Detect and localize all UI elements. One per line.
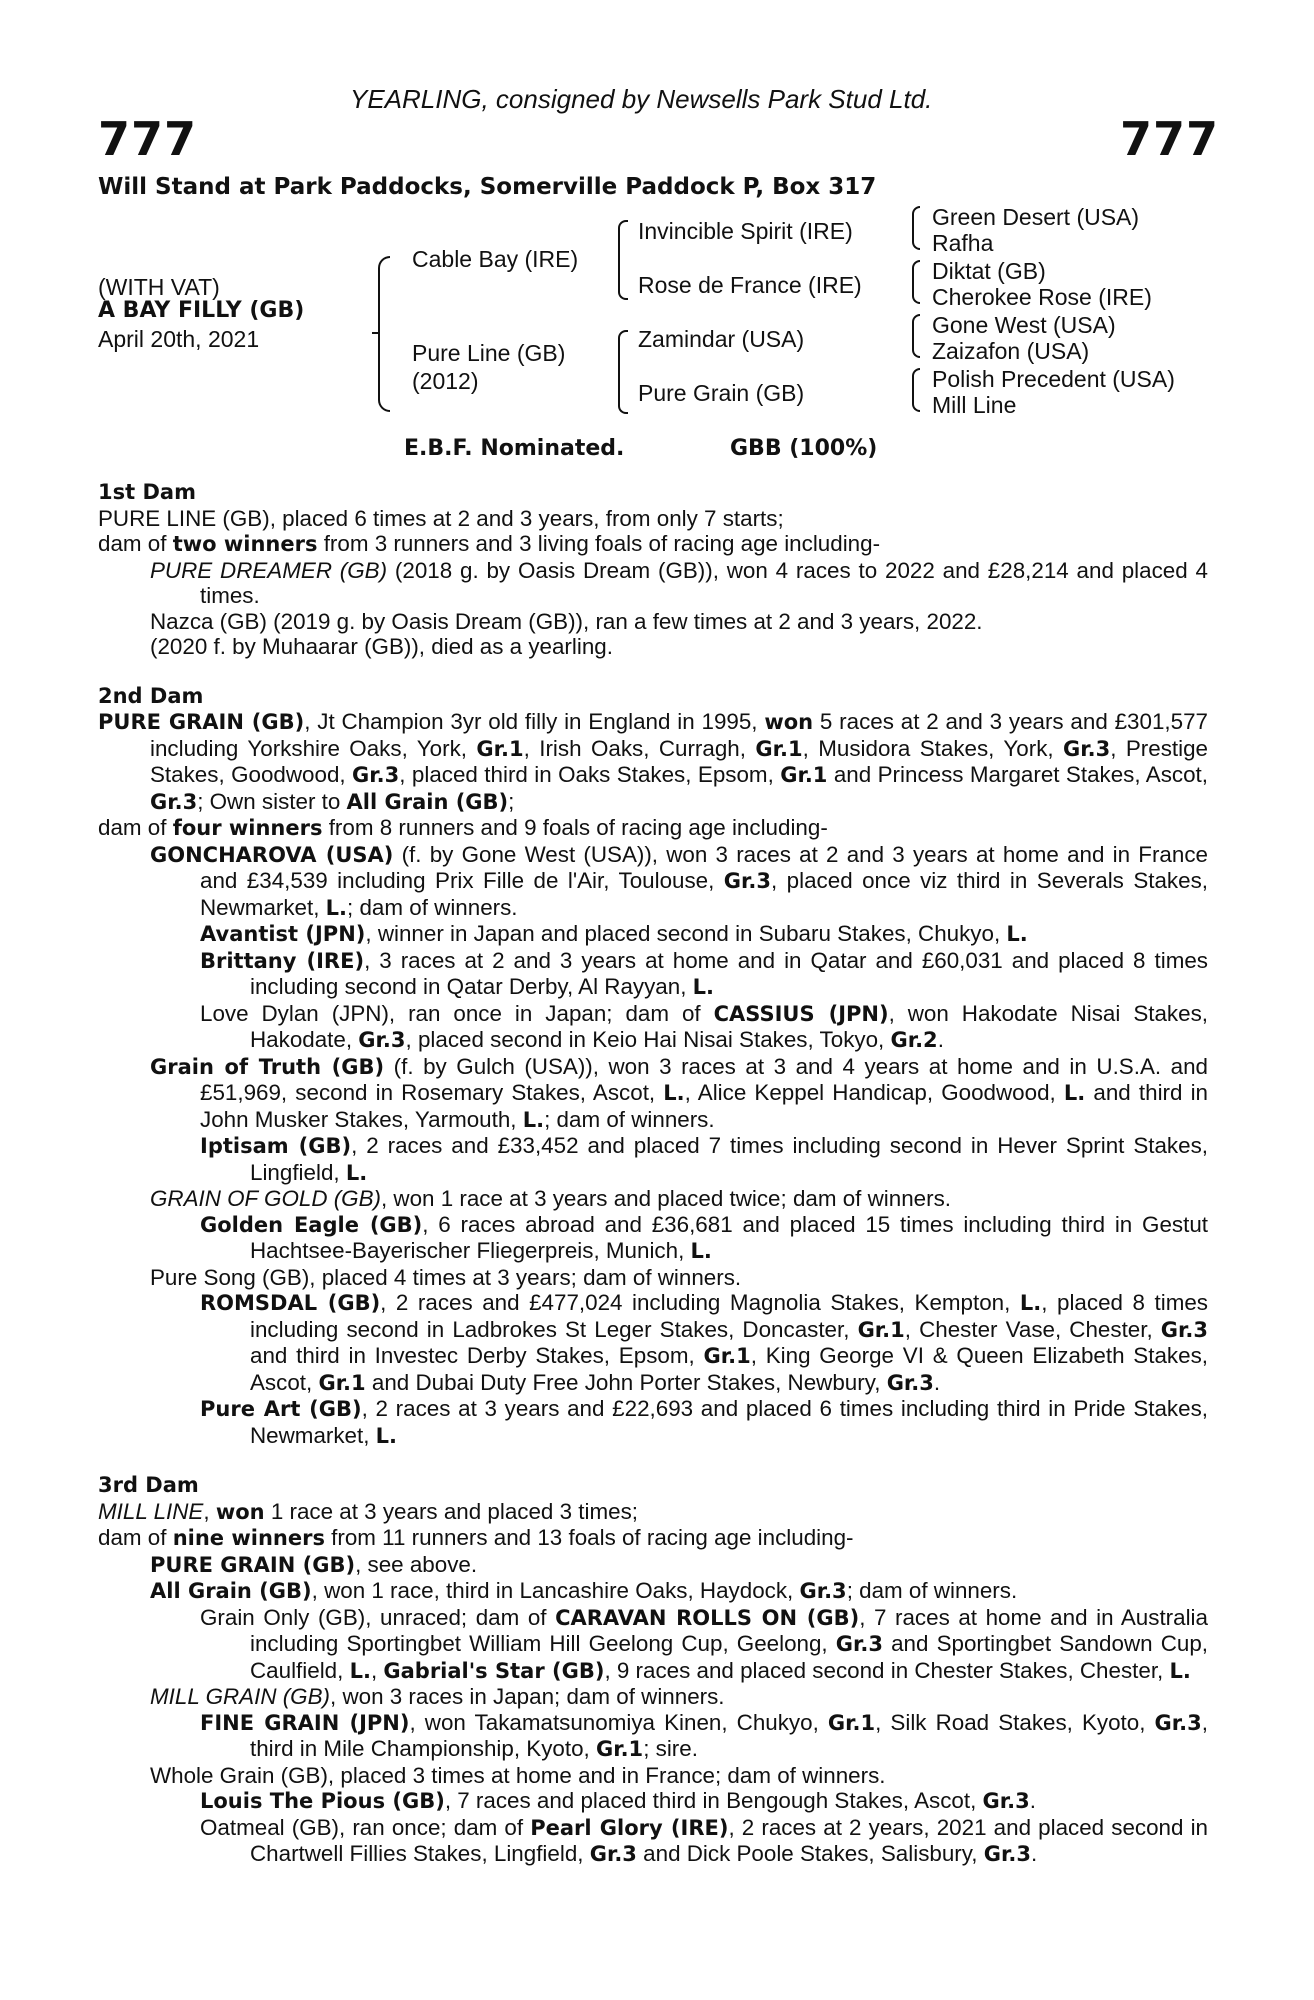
- produce-love-dylan: Love Dylan (JPN), ran once in Japan; dam of CASSIUS (JPN), won Hakodate Nisai Stakes, Hakodate, Gr.3, placed second in Keio Hai Nisai Stakes, Tokyo, Gr.2.: [200, 1000, 1208, 1052]
- pedigree-sire: Cable Bay (IRE): [412, 246, 579, 272]
- produce-grain-of-truth: Grain of Truth (GB) (f. by Gulch (USA)), won 3 races at 3 and 4 years at home and in U.S.A. and £51,969, second in Rosemary Stakes, Ascot, L., Alice Keppel Handicap, Goodwood, L. and third in John Musker Stakes, Yarmouth, L.; dam of winners.: [150, 1053, 1209, 1132]
- third-dam-summary: MILL LINE, won 1 race at 3 years and placed 3 times;: [98, 1498, 638, 1524]
- produce-goncharova: GONCHAROVA (USA) (f. by Gone West (USA)), won 3 races at 2 and 3 years at home and in France and £34,539 including Prix Fille de l'Air, Toulouse, Gr.3, placed once viz third in Severals Stakes, Newmarket, L.; dam of winners.: [150, 841, 1208, 920]
- pedigree-sire-dam: Rose de France (IRE): [638, 272, 862, 298]
- pedigree-dam-dam: Pure Grain (GB): [638, 380, 805, 406]
- pedigree-sd-dam: Cherokee Rose (IRE): [932, 284, 1152, 310]
- produce-pure-grain: PURE GRAIN (GB), see above.: [150, 1551, 478, 1577]
- brace-g4: [912, 368, 920, 412]
- produce-romsdal: ROMSDAL (GB), 2 races and £477,024 including Magnolia Stakes, Kempton, L., placed 8 times including second in Ladbrokes St Leger Stakes, Doncaster, Gr.1, Chester Vase, Chester, Gr.3 and third in Investec Derby Stakes, Epsom, Gr.1, King George VI & Queen Elizabeth Stakes, Ascot, Gr.1 and Dubai Duty Free John Porter Stakes, Newbury, Gr.3.: [200, 1290, 1208, 1395]
- produce-grain-only: Grain Only (GB), unraced; dam of CARAVAN ROLLS ON (GB), 7 races at home and in Australia including Sportingbet William Hill Geelong Cup, Geelong, Gr.3 and Sportingbet Sandown Cup, Caulfield, L., Gabrial's Star (GB), 9 races and placed second in Chester Stakes, Chester, L.: [200, 1604, 1208, 1683]
- pedigree-ss-dam: Rafha: [932, 230, 994, 256]
- produce-avantist: Avantist (JPN), winner in Japan and placed second in Subaru Stakes, Chukyo, L.: [200, 921, 1028, 946]
- produce-louis-the-pious: Louis The Pious (GB), 7 races and placed third in Bengough Stakes, Ascot, Gr.3.: [200, 1788, 1036, 1813]
- produce-grain-of-gold: GRAIN OF GOLD (GB), won 1 race at 3 years and placed twice; dam of winners.: [150, 1186, 951, 1211]
- produce-mill-grain: MILL GRAIN (GB), won 3 races in Japan; dam of winners.: [150, 1684, 725, 1709]
- produce-brittany: Brittany (IRE), 3 races at 2 and 3 years at home and in Qatar and £60,031 and placed 8 times including second in Qatar Derby, Al Rayyan, L.: [200, 947, 1208, 999]
- brace-g2: [912, 260, 920, 304]
- consignor-line: YEARLING, consigned by Newsells Park Stud Ltd.: [350, 84, 933, 114]
- produce-2020-filly: (2020 f. by Muhaarar (GB)), died as a yearling.: [150, 634, 613, 659]
- produce-pure-dreamer: PURE DREAMER (GB) (2018 g. by Oasis Dream (GB)), won 4 races to 2022 and £28,214 and placed 4 times.: [150, 557, 1208, 608]
- second-dam-heading: 2nd Dam: [98, 683, 204, 708]
- foaling-date: April 20th, 2021: [98, 326, 260, 352]
- lot-number-left: 777: [98, 112, 198, 166]
- horse-name: A BAY FILLY (GB): [98, 298, 305, 323]
- produce-fine-grain: FINE GRAIN (JPN), won Takamatsunomiya Kinen, Chukyo, Gr.1, Silk Road Stakes, Kyoto, Gr.3, third in Mile Championship, Kyoto, Gr.1; sire.: [200, 1709, 1208, 1761]
- produce-pure-song: Pure Song (GB), placed 4 times at 3 years; dam of winners.: [150, 1264, 742, 1290]
- ebf-nomination: E.B.F. Nominated.: [404, 436, 625, 461]
- pedigree-dd-dam: Mill Line: [932, 392, 1017, 418]
- stand-location: Will Stand at Park Paddocks, Somerville Paddock P, Box 317: [98, 174, 877, 200]
- produce-golden-eagle: Golden Eagle (GB), 6 races abroad and £36,681 and placed 15 times including third in Gestut Hachtsee-Bayerischer Fliegerpreis, Munich, L.: [200, 1211, 1209, 1263]
- second-dam-summary: PURE GRAIN (GB), Jt Champion 3yr old filly in England in 1995, won 5 races at 2 and 3 years and £301,577 including Yorkshire Oaks, York, Gr.1, Irish Oaks, Curragh, Gr.1, Musidora Stakes, York, Gr.3, Prestige Stakes, Goodwood, Gr.3, placed third in Oaks Stakes, Epsom, Gr.1 and Princess Margaret Stakes, Ascot, Gr.3; Own sister to All Grain (GB);: [98, 709, 1209, 814]
- pedigree-dd-sire: Polish Precedent (USA): [932, 366, 1175, 392]
- third-dam-heading: 3rd Dam: [98, 1473, 199, 1497]
- brace-g3: [912, 314, 920, 358]
- pedigree-dam-sire: Zamindar (USA): [638, 326, 805, 352]
- brace-g1: [912, 206, 920, 250]
- produce-nazca: Nazca (GB) (2019 g. by Oasis Dream (GB)), ran a few times at 2 and 3 years, 2022.: [150, 608, 983, 634]
- first-dam-heading: 1st Dam: [98, 480, 196, 504]
- gbb-status: GBB (100%): [730, 436, 878, 461]
- pedigree-ds-dam: Zaizafon (USA): [932, 338, 1090, 364]
- pedigree-brace-dam: [618, 330, 628, 414]
- catalogue-body: [98, 480, 1208, 1868]
- produce-all-grain: All Grain (GB), won 1 race, third in Lancashire Oaks, Haydock, Gr.3; dam of winners.: [150, 1578, 1018, 1603]
- produce-pure-art: Pure Art (GB), 2 races at 3 years and £22,693 and placed 6 times including third in Pride Stakes, Newmarket, L.: [200, 1396, 1208, 1448]
- pedigree-dam-year: (2012): [412, 368, 479, 394]
- produce-oatmeal: Oatmeal (GB), ran once; dam of Pearl Glory (IRE), 2 races at 2 years, 2021 and placed second in Chartwell Fillies Stakes, Lingfield, Gr.3 and Dick Poole Stakes, Salisbury, Gr.3.: [200, 1814, 1208, 1866]
- produce-whole-grain: Whole Grain (GB), placed 3 times at home and in France; dam of winners.: [150, 1762, 886, 1788]
- pedigree-ds-sire: Gone West (USA): [932, 312, 1116, 338]
- pedigree-brace-notch: [372, 332, 380, 334]
- first-dam-summary: PURE LINE (GB), placed 6 times at 2 and 3 years, from only 7 starts;: [98, 505, 784, 531]
- vat-note: (WITH VAT): [98, 274, 220, 300]
- pedigree-brace-main: [378, 256, 390, 412]
- pedigree-dam: Pure Line (GB): [412, 340, 566, 366]
- pedigree-sd-sire: Diktat (GB): [932, 258, 1046, 284]
- second-dam-produce-intro: dam of four winners from 8 runners and 9 foals of racing age including-: [98, 815, 828, 840]
- pedigree-sire-sire: Invincible Spirit (IRE): [638, 218, 853, 244]
- lot-number-right: 777: [1120, 112, 1220, 166]
- third-dam-produce-intro: dam of nine winners from 11 runners and 13 foals of racing age including-: [98, 1525, 854, 1550]
- first-dam-produce-intro: dam of two winners from 3 runners and 3 living foals of racing age including-: [98, 531, 881, 556]
- pedigree-ss-sire: Green Desert (USA): [932, 204, 1140, 230]
- pedigree-brace-sire: [618, 220, 628, 300]
- produce-iptisam: Iptisam (GB), 2 races and £33,452 and placed 7 times including second in Hever Sprint Stakes, Lingfield, L.: [200, 1133, 1208, 1185]
